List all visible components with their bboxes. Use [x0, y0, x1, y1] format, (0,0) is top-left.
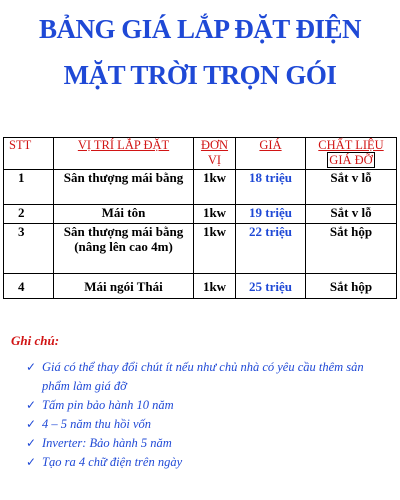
cell-price: 25 triệu	[236, 274, 306, 299]
page-title-line-1: BẢNG GIÁ LẮP ĐẶT ĐIỆN	[38, 14, 362, 44]
header-location	[54, 138, 194, 170]
header-material-line-2: GIÁ ĐỠ	[329, 153, 373, 167]
checkmark-icon: ✓	[26, 398, 37, 412]
checkmark-icon: ✓	[26, 360, 37, 374]
notes-list	[26, 358, 394, 472]
cell-stt: 1	[4, 170, 54, 205]
table-header-row	[4, 138, 397, 170]
cell-material: Sắt v lỗ	[306, 170, 397, 205]
note-text: Tạo ra 4 chữ điện trên ngày	[42, 455, 183, 469]
list-item	[26, 358, 394, 396]
header-location-label: VỊ TRÍ LẮP ĐẶT	[77, 138, 170, 152]
checkmark-icon: ✓	[26, 455, 37, 469]
cell-material: Sắt hộp	[306, 274, 397, 299]
cell-unit: 1kw	[194, 274, 236, 299]
header-unit-line-1: ĐƠN	[200, 138, 229, 152]
cell-price: 19 triệu	[236, 205, 306, 224]
cell-location: Sân thượng mái bằng (nâng lên cao 4m)	[54, 224, 194, 274]
cell-unit: 1kw	[194, 170, 236, 205]
header-material	[306, 138, 397, 170]
cell-price: 22 triệu	[236, 224, 306, 274]
cell-location: Sân thượng mái bằng	[54, 170, 194, 205]
header-price-label: GIÁ	[259, 138, 282, 152]
cell-stt: 4	[4, 274, 54, 299]
table-row	[4, 224, 397, 274]
header-unit-line-2: VỊ	[207, 153, 222, 167]
cell-price: 18 triệu	[236, 170, 306, 205]
list-item	[26, 434, 394, 453]
note-text: 4 – 5 năm thu hồi vốn	[42, 417, 152, 431]
cell-unit: 1kw	[194, 205, 236, 224]
header-unit	[194, 138, 236, 170]
note-text: Tấm pin bảo hành 10 năm	[42, 398, 174, 412]
notes-title: Ghi chú:	[11, 333, 60, 348]
cell-location: Mái ngói Thái	[54, 274, 194, 299]
cell-material: Sắt v lỗ	[306, 205, 397, 224]
list-item	[26, 453, 394, 472]
note-text: Inverter: Bảo hành 5 năm	[42, 436, 172, 450]
price-table	[3, 137, 397, 299]
header-stt: STT	[4, 138, 54, 170]
page-title-line-2: MẶT TRỜI TRỌN GÓI	[63, 60, 337, 90]
table-row	[4, 170, 397, 205]
cell-stt: 2	[4, 205, 54, 224]
list-item	[26, 415, 394, 434]
checkmark-icon: ✓	[26, 417, 37, 431]
cell-unit: 1kw	[194, 224, 236, 274]
note-text: Giá có thể thay đổi chút ít nếu như chủ nhà có yêu cầu thêm sản phẩm làm giá đỡ	[42, 360, 364, 393]
table-row	[4, 205, 397, 224]
header-price	[236, 138, 306, 170]
cell-stt: 3	[4, 224, 54, 274]
table-row	[4, 274, 397, 299]
cell-material: Sắt hộp	[306, 224, 397, 274]
header-material-line-1: CHẤT LIỆU	[318, 138, 384, 152]
cell-location: Mái tôn	[54, 205, 194, 224]
list-item	[26, 396, 394, 415]
checkmark-icon: ✓	[26, 436, 37, 450]
